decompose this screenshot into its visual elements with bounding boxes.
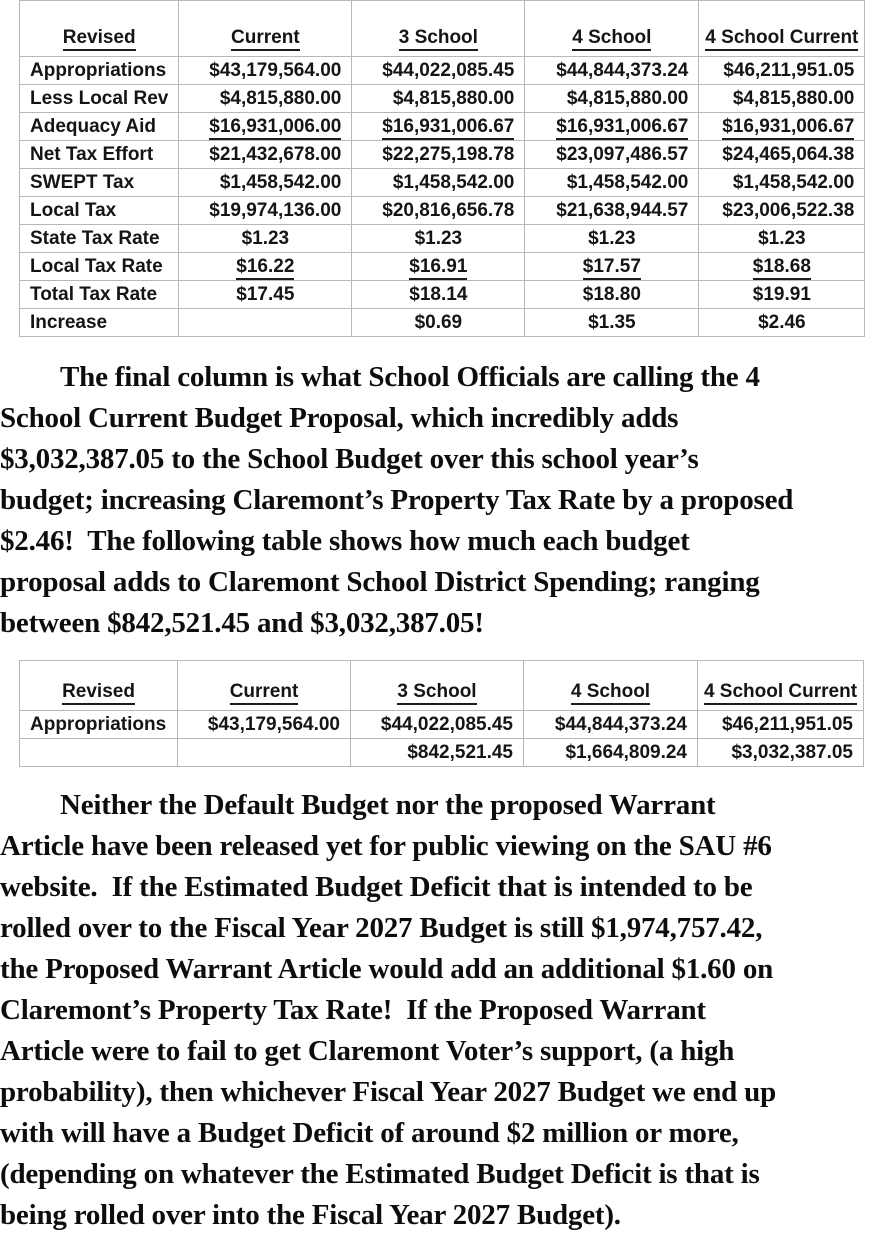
cell-value: $1.23 (352, 225, 525, 253)
text-line: with will have a Budget Deficit of around $2 million or more, (0, 1117, 739, 1149)
table-row (20, 253, 865, 281)
row-label: Less Local Rev (20, 85, 179, 113)
underlined-value: $16,931,006.00 (209, 116, 341, 140)
column-header (525, 1, 699, 57)
cell-value (525, 113, 699, 141)
cell-value: $24,465,064.38 (699, 141, 865, 169)
cell-value (179, 309, 352, 337)
table-row (20, 739, 864, 767)
table-row (20, 169, 865, 197)
cell-value: $4,815,880.00 (352, 85, 525, 113)
warrant-article-paragraph (0, 785, 880, 1236)
text-line: budget; increasing Claremont’s Property Tax Rate by a proposed (0, 484, 794, 516)
commentary-paragraph (0, 357, 880, 644)
text-line: School Current Budget Proposal, which incredibly adds (0, 402, 679, 434)
cell-value: $4,815,880.00 (179, 85, 352, 113)
cell-value (352, 113, 525, 141)
underlined-value: $16,931,006.67 (382, 116, 514, 140)
text-line: probability), then whichever Fiscal Year 2027 Budget we end up (0, 1076, 777, 1108)
cell-value: $2.46 (699, 309, 865, 337)
cell-value (179, 113, 352, 141)
cell-value: $19,974,136.00 (179, 197, 352, 225)
table-body (20, 57, 865, 337)
text-line: (depending on whatever the Estimated Budget Deficit is that is (0, 1158, 760, 1190)
appropriations-comparison-table (19, 660, 864, 767)
column-header-label: 3 School (397, 681, 476, 705)
table-body (20, 711, 864, 767)
text-line: proposal adds to Claremont School District Spending; ranging (0, 566, 760, 598)
cell-value (178, 739, 351, 767)
cell-value: $1,458,542.00 (525, 169, 699, 197)
row-label: Local Tax Rate (20, 253, 179, 281)
cell-value: $18.14 (352, 281, 525, 309)
cell-value: $1.23 (699, 225, 865, 253)
column-header (20, 1, 179, 57)
cell-value: $20,816,656.78 (352, 197, 525, 225)
table-row (20, 309, 865, 337)
cell-value: $23,097,486.57 (525, 141, 699, 169)
header-row (20, 1, 865, 57)
cell-value: $18.80 (525, 281, 699, 309)
row-label: Net Tax Effort (20, 141, 179, 169)
cell-value: $4,815,880.00 (525, 85, 699, 113)
underlined-value: $17.57 (583, 256, 641, 280)
cell-value: $1.23 (179, 225, 352, 253)
column-header (698, 661, 864, 711)
underlined-value: $16,931,006.67 (722, 116, 854, 140)
cell-value (699, 253, 865, 281)
underlined-value: $16,931,006.67 (556, 116, 688, 140)
cell-value: $43,179,564.00 (178, 711, 351, 739)
column-header (699, 1, 865, 57)
cell-value: $44,844,373.24 (524, 711, 698, 739)
row-label: Appropriations (20, 711, 178, 739)
row-label (20, 739, 178, 767)
column-header (352, 1, 525, 57)
column-header-label: Current (230, 681, 299, 705)
text-line: Neither the Default Budget nor the proposed Warrant (60, 789, 716, 821)
cell-value: $43,179,564.00 (179, 57, 352, 85)
underlined-value: $16.91 (409, 256, 467, 280)
cell-value: $1,664,809.24 (524, 739, 698, 767)
row-label: Total Tax Rate (20, 281, 179, 309)
cell-value: $44,022,085.45 (352, 57, 525, 85)
column-header-label: 4 School Current (705, 27, 858, 51)
column-header (179, 1, 352, 57)
cell-value: $44,022,085.45 (351, 711, 524, 739)
cell-value (699, 113, 865, 141)
table-row (20, 57, 865, 85)
text-line: being rolled over into the Fiscal Year 2027 Budget). (0, 1199, 621, 1231)
row-label: Adequacy Aid (20, 113, 179, 141)
column-header (20, 661, 178, 711)
cell-value: $46,211,951.05 (699, 57, 865, 85)
row-label: State Tax Rate (20, 225, 179, 253)
cell-value: $17.45 (179, 281, 352, 309)
text-line: website. If the Estimated Budget Deficit that is intended to be (0, 871, 753, 903)
table-row (20, 225, 865, 253)
table-row (20, 711, 864, 739)
text-line: between $842,521.45 and $3,032,387.05! (0, 607, 484, 639)
cell-value: $0.69 (352, 309, 525, 337)
cell-value: $44,844,373.24 (525, 57, 699, 85)
cell-value: $3,032,387.05 (698, 739, 864, 767)
text-line: Claremont’s Property Tax Rate! If the Proposed Warrant (0, 994, 706, 1026)
text-line: rolled over to the Fiscal Year 2027 Budget is still $1,974,757.42, (0, 912, 763, 944)
text-line: Article were to fail to get Claremont Voter’s support, (a high (0, 1035, 735, 1067)
cell-value: $4,815,880.00 (699, 85, 865, 113)
cell-value: $1,458,542.00 (352, 169, 525, 197)
row-label: Increase (20, 309, 179, 337)
table-row (20, 141, 865, 169)
column-header-label: 4 School (572, 27, 651, 51)
column-header-label: Revised (62, 681, 135, 705)
column-header-label: Revised (63, 27, 136, 51)
column-header-label: 4 School Current (704, 681, 857, 705)
table-row (20, 197, 865, 225)
cell-value: $23,006,522.38 (699, 197, 865, 225)
table-row (20, 85, 865, 113)
underlined-value: $16.22 (236, 256, 294, 280)
text-line: Article have been released yet for public viewing on the SAU #6 (0, 830, 772, 862)
text-line: The final column is what School Officials are calling the 4 (60, 361, 760, 393)
table-row (20, 113, 865, 141)
underlined-value: $18.68 (753, 256, 811, 280)
cell-value: $842,521.45 (351, 739, 524, 767)
column-header (351, 661, 524, 711)
table-header-row (20, 661, 864, 711)
cell-value: $1,458,542.00 (699, 169, 865, 197)
row-label: SWEPT Tax (20, 169, 179, 197)
cell-value (179, 253, 352, 281)
table-row (20, 281, 865, 309)
column-header-label: Current (231, 27, 300, 51)
cell-value: $1,458,542.00 (179, 169, 352, 197)
text-line: the Proposed Warrant Article would add an additional $1.60 on (0, 953, 774, 985)
column-header-label: 4 School (571, 681, 650, 705)
cell-value: $21,432,678.00 (179, 141, 352, 169)
column-header (524, 661, 698, 711)
header-row (20, 661, 864, 711)
cell-value: $21,638,944.57 (525, 197, 699, 225)
cell-value: $1.35 (525, 309, 699, 337)
text-line: $2.46! The following table shows how much each budget (0, 525, 690, 557)
cell-value (525, 253, 699, 281)
row-label: Local Tax (20, 197, 179, 225)
cell-value: $19.91 (699, 281, 865, 309)
cell-value: $46,211,951.05 (698, 711, 864, 739)
row-label: Appropriations (20, 57, 179, 85)
table-header-row (20, 1, 865, 57)
cell-value: $1.23 (525, 225, 699, 253)
budget-summary-table (19, 0, 865, 337)
cell-value (352, 253, 525, 281)
column-header-label: 3 School (399, 27, 478, 51)
column-header (178, 661, 351, 711)
text-line: $3,032,387.05 to the School Budget over this school year’s (0, 443, 699, 475)
cell-value: $22,275,198.78 (352, 141, 525, 169)
